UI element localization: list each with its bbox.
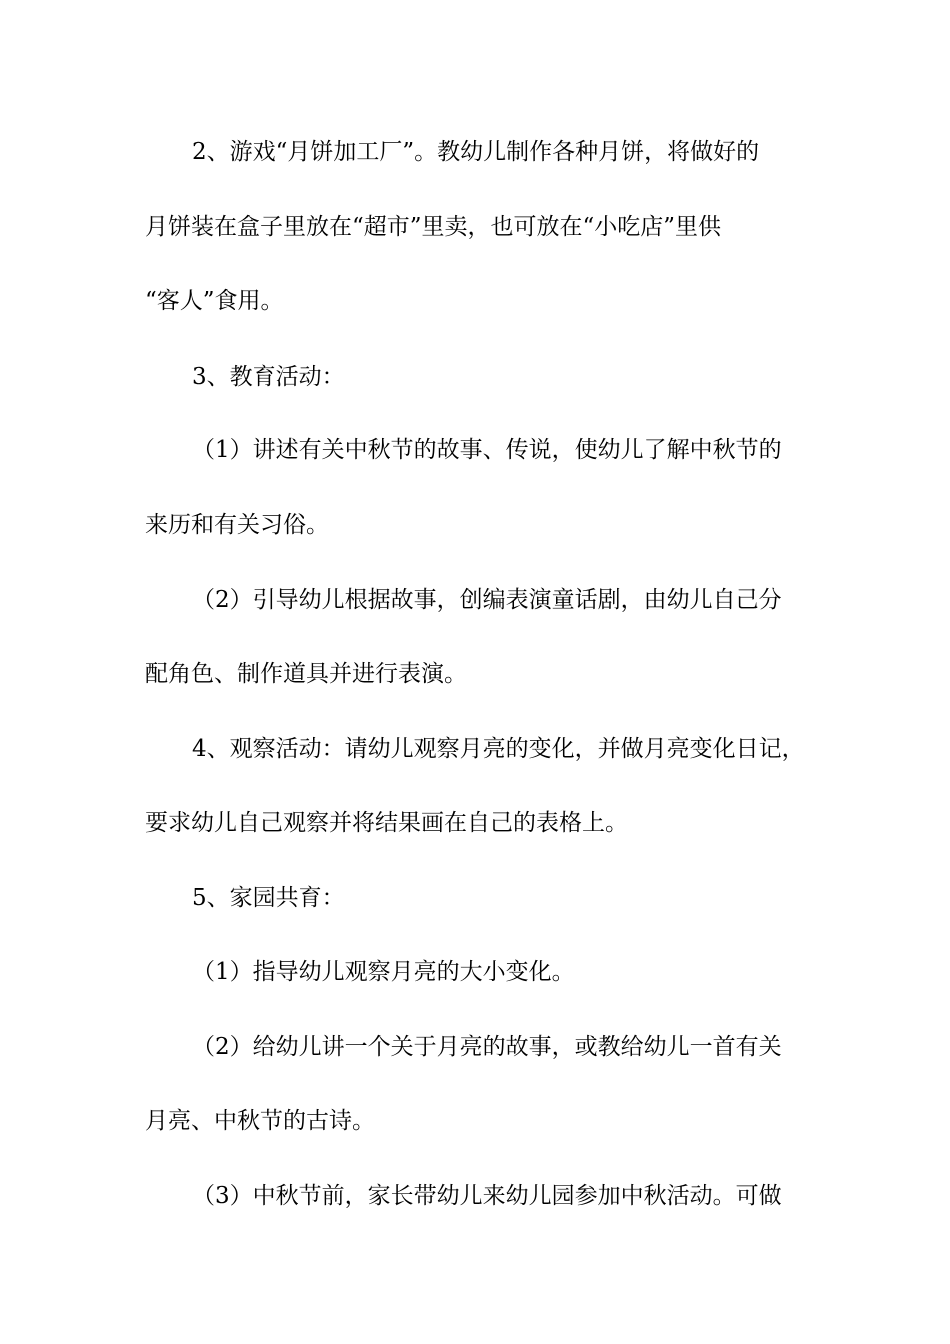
paragraph-line: 要求幼儿自己观察并将结果画在自己的表格上。 <box>145 810 628 836</box>
paragraph-line: “客人”食用。 <box>145 288 284 314</box>
paragraph-line: 2、游戏“月饼加工厂”。教幼儿制作各种月饼，将做好的 <box>192 139 760 165</box>
paragraph-line: 4、观察活动：请幼儿观察月亮的变化，并做月亮变化日记， <box>192 736 805 762</box>
paragraph-line: （2）引导幼儿根据故事，创编表演童话剧，由幼儿自己分 <box>192 587 782 613</box>
section-heading: 5、家园共育： <box>192 885 345 911</box>
paragraph-line: 月亮、中秋节的古诗。 <box>145 1108 375 1134</box>
section-heading: 3、教育活动： <box>192 364 345 390</box>
paragraph-line: 月饼装在盒子里放在“超市”里卖，也可放在“小吃店”里供 <box>145 214 722 240</box>
paragraph-line: （2）给幼儿讲一个关于月亮的故事，或教给幼儿一首有关 <box>192 1034 782 1060</box>
paragraph-line: （3）中秋节前，家长带幼儿来幼儿园参加中秋活动。可做 <box>192 1183 782 1209</box>
paragraph-line: （1）指导幼儿观察月亮的大小变化。 <box>192 959 575 985</box>
paragraph-line: 来历和有关习俗。 <box>145 512 329 538</box>
paragraph-line: （1）讲述有关中秋节的故事、传说，使幼儿了解中秋节的 <box>192 437 782 463</box>
paragraph-line: 配角色、制作道具并进行表演。 <box>145 661 467 687</box>
